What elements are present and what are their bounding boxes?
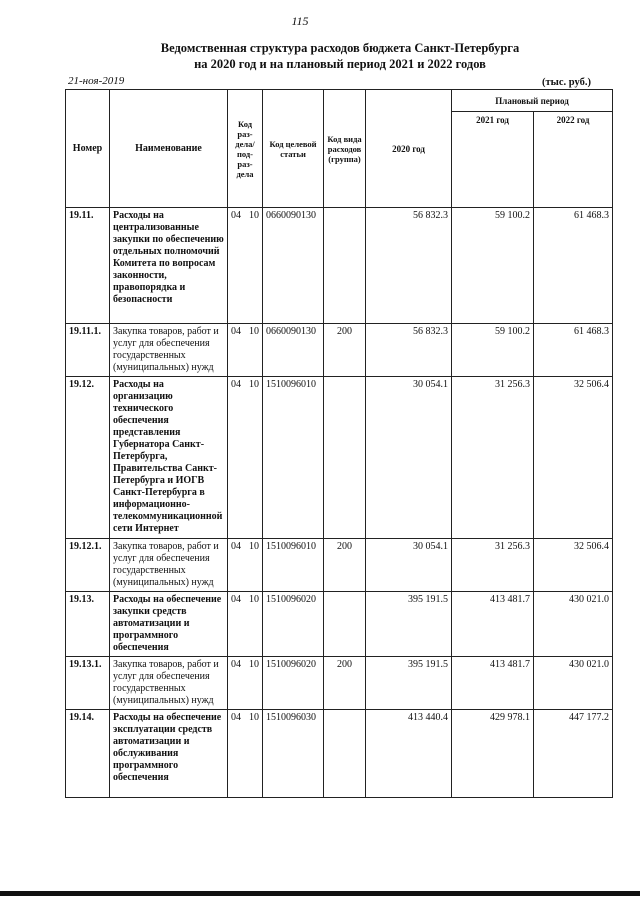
- table-row: [66, 592, 613, 657]
- row-value-2022: 430 021.0: [534, 657, 613, 710]
- row-section-code: 04: [228, 592, 245, 657]
- row-number: 19.12.1.: [66, 539, 110, 592]
- table-header: [66, 90, 613, 208]
- row-subsection-code: 10: [245, 324, 263, 377]
- row-value-2021: 413 481.7: [452, 592, 534, 657]
- row-article-code: 1510096030: [263, 710, 324, 798]
- header-year-2020: 2020 год: [366, 90, 452, 208]
- row-section-code: 04: [228, 208, 245, 324]
- row-article-code: 0660090130: [263, 208, 324, 324]
- row-subsection-code: 10: [245, 657, 263, 710]
- row-value-2020: 56 832.3: [366, 208, 452, 324]
- row-value-2020: 395 191.5: [366, 592, 452, 657]
- row-value-2022: 61 468.3: [534, 208, 613, 324]
- row-subsection-code: 10: [245, 539, 263, 592]
- header-planned-period: Плановый период: [452, 90, 613, 112]
- table-row: [66, 377, 613, 539]
- row-article-code: 1510096010: [263, 539, 324, 592]
- header-number: Номер: [66, 90, 110, 208]
- row-value-2020: 56 832.3: [366, 324, 452, 377]
- header-article-code: Код целевой статьи: [263, 90, 324, 208]
- row-name: Закупка товаров, работ и услуг для обеспечения государственных (муниципальных) нужд: [110, 657, 228, 710]
- row-article-code: 0660090130: [263, 324, 324, 377]
- row-expense-type: 200: [324, 539, 366, 592]
- header-year-2021: 2021 год: [452, 112, 534, 208]
- row-value-2020: 413 440.4: [366, 710, 452, 798]
- row-subsection-code: 10: [245, 208, 263, 324]
- row-number: 19.12.: [66, 377, 110, 539]
- row-name: Расходы на организацию технического обеспечения представления Губернатора Санкт-Петербурга, Правительства Санкт-Петербурга и ИОГВ Санкт-Петербурга в информационно-телекоммуникационной сети Интернет: [110, 377, 228, 539]
- row-value-2021: 413 481.7: [452, 657, 534, 710]
- title-line-2: на 2020 год и на плановый период 2021 и 2022 годов: [194, 57, 486, 71]
- page-number: 115: [291, 14, 309, 28]
- row-expense-type: [324, 377, 366, 539]
- row-article-code: 1510096020: [263, 592, 324, 657]
- table-row: [66, 324, 613, 377]
- row-number: 19.13.: [66, 592, 110, 657]
- row-value-2022: 61 468.3: [534, 324, 613, 377]
- row-name: Расходы на обеспечение эксплуатации средств автоматизации и обслуживания программного обеспечения: [110, 710, 228, 798]
- row-value-2020: 30 054.1: [366, 539, 452, 592]
- table-row: [66, 539, 613, 592]
- row-number: 19.11.1.: [66, 324, 110, 377]
- header-year-2022: 2022 год: [534, 112, 613, 208]
- row-value-2021: 59 100.2: [452, 208, 534, 324]
- header-expense-type-code: Код вида расходов (группа): [324, 90, 366, 208]
- row-section-code: 04: [228, 657, 245, 710]
- units-label: (тыс. руб.): [542, 77, 591, 88]
- budget-table: [65, 89, 613, 798]
- table-row: [66, 208, 613, 324]
- row-section-code: 04: [228, 377, 245, 539]
- row-value-2021: 31 256.3: [452, 377, 534, 539]
- row-expense-type: [324, 208, 366, 324]
- row-expense-type: 200: [324, 657, 366, 710]
- bottom-rule: [0, 891, 640, 896]
- row-expense-type: 200: [324, 324, 366, 377]
- header-section-code: Код раз-дела/ под-раз-дела: [228, 90, 263, 208]
- row-value-2021: 429 978.1: [452, 710, 534, 798]
- row-value-2022: 430 021.0: [534, 592, 613, 657]
- row-number: 19.14.: [66, 710, 110, 798]
- row-value-2020: 30 054.1: [366, 377, 452, 539]
- row-name: Расходы на централизованные закупки по обеспечению отдельных полномочий Комитета по вопросам законности, правопорядка и безопасности: [110, 208, 228, 324]
- table-row: [66, 657, 613, 710]
- document-date: 21-ноя-2019: [68, 75, 125, 87]
- document-title: [100, 40, 580, 72]
- title-line-1: Ведомственная структура расходов бюджета Санкт-Петербурга: [160, 41, 520, 55]
- row-subsection-code: 10: [245, 592, 263, 657]
- header-name: Наименование: [110, 90, 228, 208]
- row-value-2022: 32 506.4: [534, 539, 613, 592]
- row-expense-type: [324, 710, 366, 798]
- row-value-2022: 32 506.4: [534, 377, 613, 539]
- row-name: Закупка товаров, работ и услуг для обеспечения государственных (муниципальных) нужд: [110, 324, 228, 377]
- row-expense-type: [324, 592, 366, 657]
- row-value-2022: 447 177.2: [534, 710, 613, 798]
- row-section-code: 04: [228, 324, 245, 377]
- table-body: [66, 208, 613, 798]
- row-number: 19.11.: [66, 208, 110, 324]
- row-value-2021: 31 256.3: [452, 539, 534, 592]
- row-article-code: 1510096020: [263, 657, 324, 710]
- row-article-code: 1510096010: [263, 377, 324, 539]
- row-name: Расходы на обеспечение закупки средств автоматизации и программного обеспечения: [110, 592, 228, 657]
- row-subsection-code: 10: [245, 710, 263, 798]
- row-number: 19.13.1.: [66, 657, 110, 710]
- row-name: Закупка товаров, работ и услуг для обеспечения государственных (муниципальных) нужд: [110, 539, 228, 592]
- row-subsection-code: 10: [245, 377, 263, 539]
- row-section-code: 04: [228, 539, 245, 592]
- table-row: [66, 710, 613, 798]
- row-value-2020: 395 191.5: [366, 657, 452, 710]
- row-value-2021: 59 100.2: [452, 324, 534, 377]
- row-section-code: 04: [228, 710, 245, 798]
